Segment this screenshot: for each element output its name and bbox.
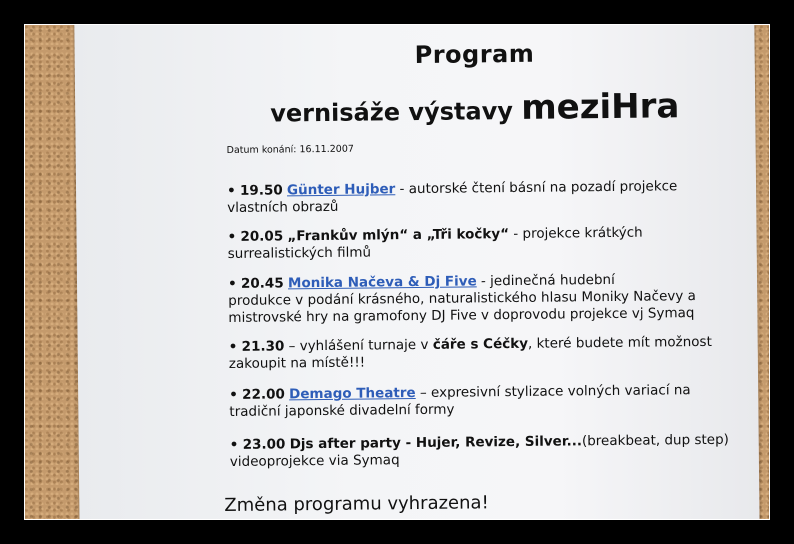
item-description: - jedinečná hudební <box>476 271 615 290</box>
item-description-cont: tradiční japonské divadelní formy <box>229 401 455 420</box>
item-description-post: , které budete mít možnost <box>527 333 712 352</box>
photo-frame <box>24 24 770 520</box>
item-time: 19.50 <box>239 182 283 199</box>
program-item-6 <box>230 432 730 471</box>
item-description-cont2: mistrovské hry na gramofony DJ Five v doprovodu projekce vj Symaq <box>228 305 695 326</box>
program-item-4 <box>229 334 713 373</box>
item-time: 23.00 <box>242 436 286 453</box>
bullet: • <box>227 228 237 245</box>
item-description-cont: surrealistických filmů <box>227 244 372 262</box>
title-exhibition <box>270 86 680 130</box>
item-description: - projekce krátkých <box>508 224 643 243</box>
program-item-3 <box>228 271 696 327</box>
bullet: • <box>228 338 238 355</box>
title-program: Program <box>414 39 535 70</box>
party-title: Djs after party - Hujer, Revize, Silver... <box>289 433 583 453</box>
item-description-cont: videoprojekce via Symaq <box>229 452 400 470</box>
program-item-2 <box>227 225 643 263</box>
bullet: • <box>227 275 237 292</box>
item-description: - autorské čtení básní na pozadí projekce <box>395 178 678 198</box>
performer-link[interactable]: Günter Hujber <box>286 181 396 199</box>
bullet: • <box>226 182 236 199</box>
performer-link[interactable]: Demago Theatre <box>289 385 416 403</box>
item-time: 20.45 <box>240 275 284 292</box>
item-time: 21.30 <box>241 338 285 355</box>
item-time: 20.05 <box>240 228 284 245</box>
event-date: Datum konání: 16.11.2007 <box>226 143 354 156</box>
bullet: • <box>229 386 238 403</box>
exhibition-name: meziHra <box>521 86 680 128</box>
bullet: • <box>229 436 239 453</box>
program-sheet <box>74 24 760 520</box>
item-description: (breakbeat, dup step) <box>581 431 729 450</box>
title-prefix: vernisáže výstavy <box>270 96 514 128</box>
program-item-5 <box>229 382 691 421</box>
film-titles: „Frankův mlýn“ a „Tři kočky“ <box>287 226 510 245</box>
item-description: – expresivní stylizace volných variací na <box>415 382 691 402</box>
program-item-1 <box>227 178 678 217</box>
item-description: – vyhlášení turnaje v <box>284 336 433 355</box>
item-description-cont: zakoupit na místě!!! <box>228 354 366 372</box>
item-time: 22.00 <box>242 386 285 403</box>
footer-note: Změna programu vyhrazena! <box>224 492 489 517</box>
item-description-cont: vlastních obrazů <box>227 198 339 216</box>
performer-link[interactable]: Monika Načeva & Dj Five <box>287 273 477 292</box>
item-description-cont: produkce v podání krásného, naturalistického hlasu Moniky Načevy a <box>228 288 696 309</box>
tournament-name: čáře s Céčky <box>432 335 529 353</box>
